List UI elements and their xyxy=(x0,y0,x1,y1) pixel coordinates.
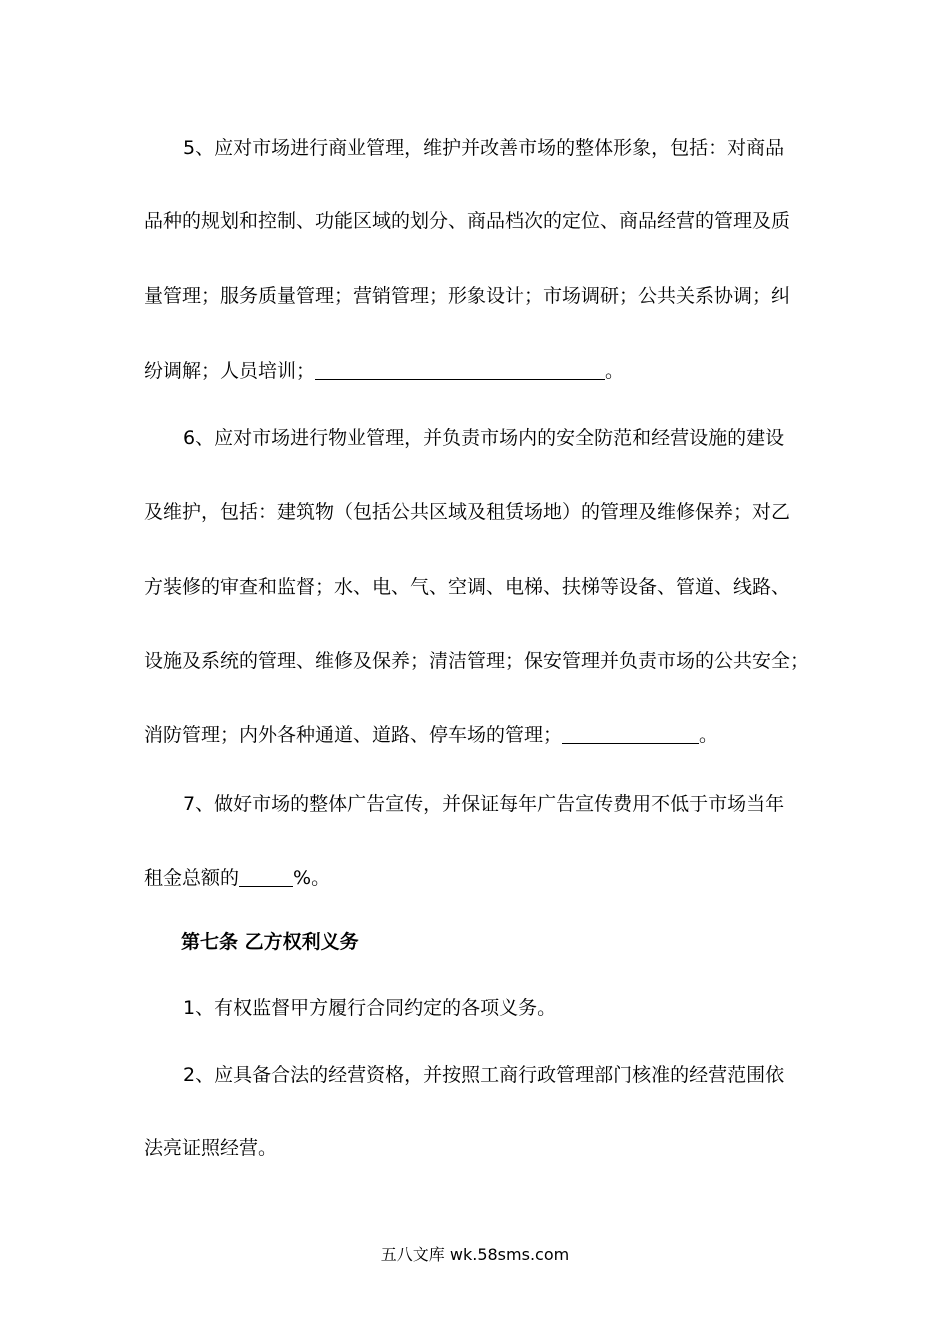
item-6-line-4: 设施及系统的管理、维修及保养；清洁管理；保安管理并负责市场的公共安全； xyxy=(144,650,810,672)
item-7-line-2-end: %。 xyxy=(293,867,331,889)
article-7-heading: 第七条 乙方权利义务 xyxy=(181,931,359,953)
item-7-line-1: 7、做好市场的整体广告宣传，并保证每年广告宣传费用不低于市场当年 xyxy=(183,793,785,815)
item-6-line-2: 及维护，包括：建筑物（包括公共区域及租赁场地）的管理及维修保养；对乙 xyxy=(144,501,791,523)
article-7-item-2-line-1: 2、应具备合法的经营资格，并按照工商行政管理部门核准的经营范围依 xyxy=(183,1064,785,1086)
article-7-item-1: 1、有权监督甲方履行合同约定的各项义务。 xyxy=(183,997,557,1019)
fill-in-blank xyxy=(562,725,699,744)
item-5-line-1: 5、应对市场进行商业管理，维护并改善市场的整体形象，包括：对商品 xyxy=(183,137,785,159)
item-6-line-3: 方装修的审查和监督；水、电、气、空调、电梯、扶梯等设备、管道、线路、 xyxy=(144,576,791,598)
item-6-line-5-text: 消防管理；内外各种通道、道路、停车场的管理； xyxy=(144,724,563,746)
item-6-line-5-end: 。 xyxy=(699,724,719,746)
item-6-line-5 xyxy=(144,723,718,747)
item-5-line-2: 品种的规划和控制、功能区域的划分、商品档次的定位、商品经营的管理及质 xyxy=(144,210,791,232)
item-5-line-4-text: 纷调解；人员培训； xyxy=(144,360,316,382)
item-6-line-1: 6、应对市场进行物业管理，并负责市场内的安全防范和经营设施的建设 xyxy=(183,427,785,449)
item-5-line-4-end: 。 xyxy=(605,360,625,382)
article-7-item-2-line-2: 法亮证照经营。 xyxy=(144,1137,278,1159)
item-7-line-2 xyxy=(144,866,330,890)
fill-in-blank xyxy=(239,868,293,887)
item-7-line-2-text: 租金总额的 xyxy=(144,867,240,889)
item-5-line-3: 量管理；服务质量管理；营销管理；形象设计；市场调研；公共关系协调；纠 xyxy=(144,285,791,307)
fill-in-blank xyxy=(315,361,605,380)
page-footer-watermark: 五八文库 wk.58sms.com xyxy=(380,1245,570,1264)
item-5-line-4 xyxy=(144,359,624,383)
